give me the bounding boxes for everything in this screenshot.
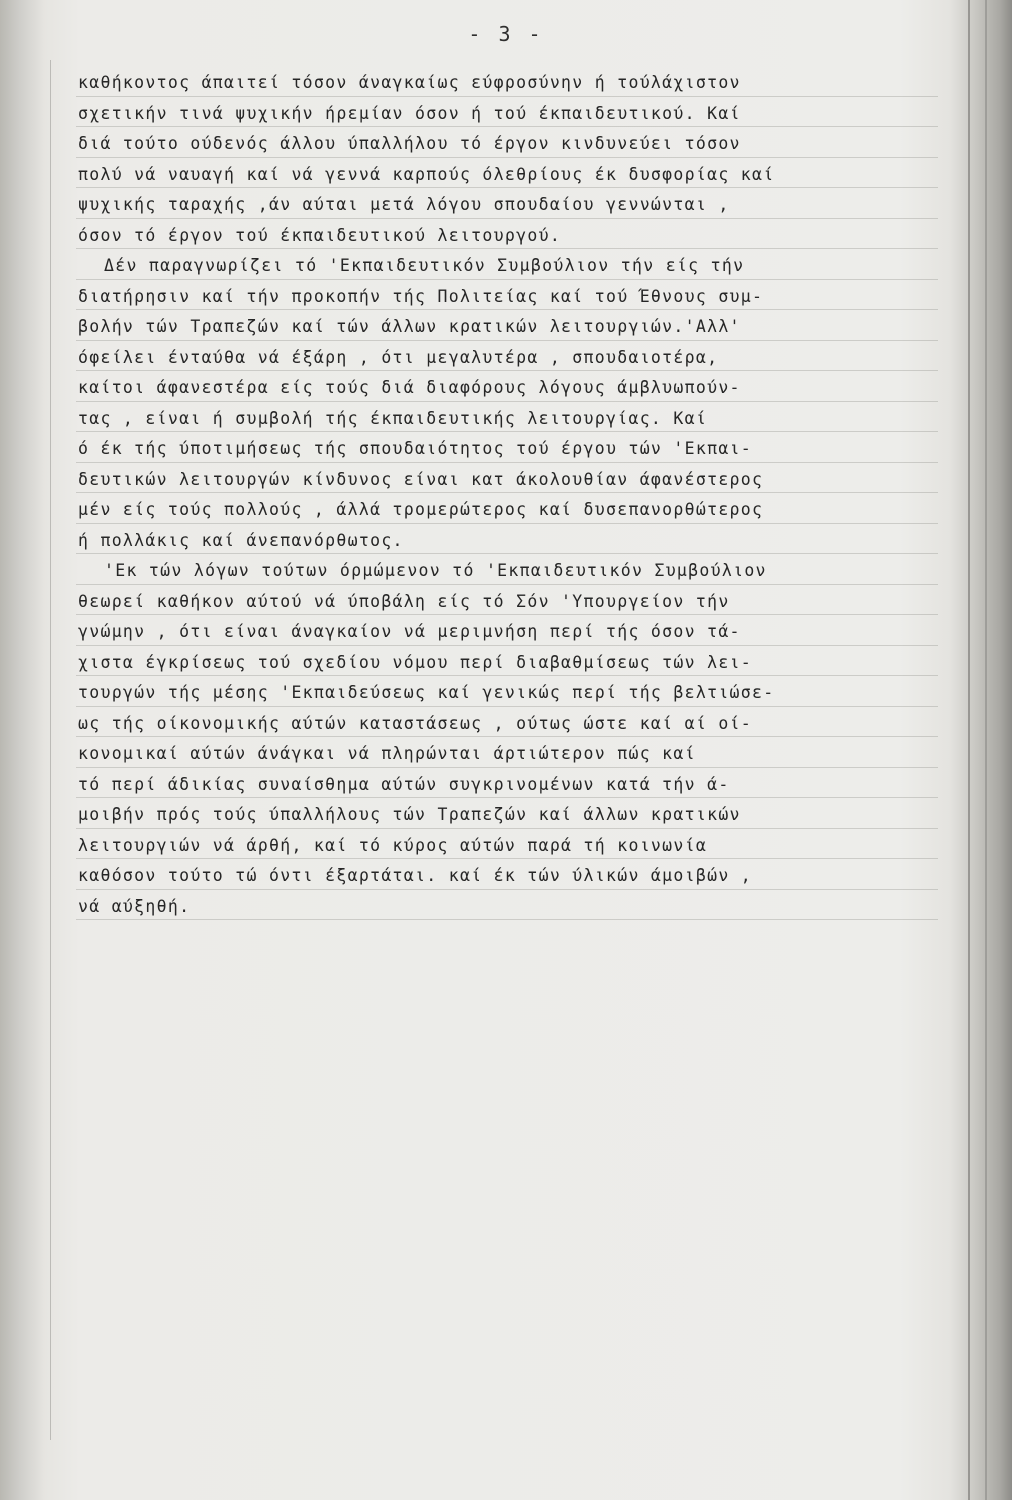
page-edge-line	[985, 0, 987, 1500]
text-line: ό έκ τής ύποτιμήσεως τής σπουδαιότητος τού έργου τών 'Εκπαι-	[76, 434, 956, 465]
text-line: ή πολλάκις καί άνεπανόρθωτος.	[76, 526, 956, 557]
text-line: διά τούτο ούδενός άλλου ύπαλλήλου τό έργον κινδυνεύει τόσον	[76, 129, 956, 160]
text-line: θεωρεί καθήκον αύτού νά ύποβάλη είς τό Σόν 'Υπουργείον τήν	[76, 587, 956, 618]
page-number: - 3 -	[468, 22, 544, 46]
text-line: λειτουργιών νά άρθή, καί τό κύρος αύτών παρά τή κοινωνία	[76, 831, 956, 862]
text-line: μοιβήν πρός τούς ύπαλλήλους τών Τραπεζών καί άλλων κρατικών	[76, 800, 956, 831]
text-line: διατήρησιν καί τήν προκοπήν τής Πολιτείας καί τού Έθνους συμ-	[76, 282, 956, 313]
text-line: ως τής οίκονομικής αύτών καταστάσεως , ούτως ώστε καί αί οί-	[76, 709, 956, 740]
text-line: όσον τό έργον τού έκπαιδευτικού λειτουργού.	[76, 221, 956, 252]
text-line: καίτοι άφανεστέρα είς τούς διά διαφόρους λόγους άμβλυωπούν-	[76, 373, 956, 404]
text-line: κονομικαί αύτών άνάγκαι νά πληρώνται άρτιώτερον πώς καί	[76, 739, 956, 770]
text-line: δευτικών λειτουργών κίνδυνος είναι κατ άκολουθίαν άφανέστερος	[76, 465, 956, 496]
text-line: ψυχικής ταραχής ,άν αύται μετά λόγου σπουδαίου γεννώνται ,	[76, 190, 956, 221]
text-line: τό περί άδικίας συναίσθημα αύτών συγκρινομένων κατά τήν ά-	[76, 770, 956, 801]
text-line: 'Εκ τών λόγων τούτων όρμώμενον τό 'Εκπαιδευτικόν Συμβούλιον	[76, 556, 956, 587]
text-line: γνώμην , ότι είναι άναγκαίον νά μεριμνήση περί τής όσον τά-	[76, 617, 956, 648]
text-line: τας , είναι ή συμβολή τής έκπαιδευτικής λειτουργίας. Καί	[76, 404, 956, 435]
margin-rule	[50, 60, 51, 1440]
typed-text-block	[76, 68, 956, 922]
text-line: νά αύξηθή.	[76, 892, 956, 923]
text-line: καθόσον τούτο τώ όντι έξαρτάται. καί έκ τών ύλικών άμοιβών ,	[76, 861, 956, 892]
text-line: βολήν τών Τραπεζών καί τών άλλων κρατικών λειτουργιών.'Αλλ'	[76, 312, 956, 343]
text-line: όφείλει ένταύθα νά έξάρη , ότι μεγαλυτέρα , σπουδαιοτέρα,	[76, 343, 956, 374]
page-edge-line	[968, 0, 970, 1500]
text-line: τουργών τής μέσης 'Εκπαιδεύσεως καί γενικώς περί τής βελτιώσε-	[76, 678, 956, 709]
text-line: μέν είς τούς πολλούς , άλλά τρομερώτερος καί δυσεπανορθώτερος	[76, 495, 956, 526]
text-line: Δέν παραγνωρίζει τό 'Εκπαιδευτικόν Συμβούλιον τήν είς τήν	[76, 251, 956, 282]
text-line: πολύ νά ναυαγή καί νά γεννά καρπούς όλεθρίους έκ δυσφορίας καί	[76, 160, 956, 191]
text-line: καθήκοντος άπαιτεί τόσον άναγκαίως εύφροσύνην ή τούλάχιστον	[76, 68, 956, 99]
text-line: σχετικήν τινά ψυχικήν ήρεμίαν όσον ή τού έκπαιδευτικού. Καί	[76, 99, 956, 130]
text-line: χιστα έγκρίσεως τού σχεδίου νόμου περί διαβαθμίσεως τών λει-	[76, 648, 956, 679]
